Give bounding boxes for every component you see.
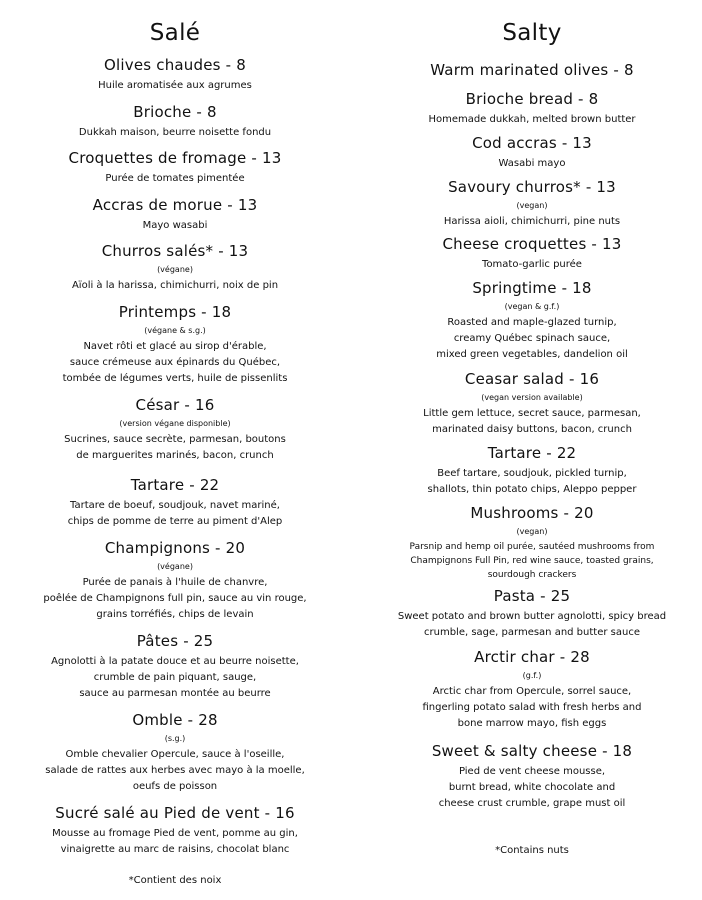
dish-note: (vegan & g.f.): [504, 302, 560, 311]
dish-description: Beef tartare, soudjouk, pickled turnip, shallots, thin potato chips, Aleppo pepper: [427, 468, 637, 495]
menu-item: [10, 711, 340, 795]
menu-item: [362, 134, 702, 172]
dish-title: Sucré salé au Pied de vent - 16: [55, 804, 295, 822]
dish-title: Cheese croquettes - 13: [442, 235, 622, 253]
menu-item: [10, 539, 340, 623]
menu-item: [362, 504, 702, 582]
menu-item: [10, 303, 340, 387]
dish-title: Springtime - 18: [472, 279, 592, 297]
section-heading: Salty: [502, 20, 562, 46]
dish-title: Omble - 28: [132, 711, 218, 729]
dish-description: Mousse au fromage Pied de vent, pomme au gin, vinaigrette au marc de raisins, chocolat blanc: [52, 828, 298, 855]
dish-title: Savoury churros* - 13: [448, 178, 616, 196]
dish-description: Agnolotti à la patate douce et au beurre noisette, crumble de pain piquant, sauge, sauce au parmesan montée au beurre: [51, 656, 299, 699]
menu-item: [10, 103, 340, 141]
dish-description: Pied de vent cheese mousse, burnt bread, white chocolate and cheese crust crumble, grape must oil: [438, 766, 626, 809]
dish-note: (version végane disponible): [119, 419, 231, 428]
dish-title: Mushrooms - 20: [470, 504, 594, 522]
menu-item: [362, 648, 702, 732]
dish-title: Brioche - 8: [133, 103, 217, 121]
menu-item: [10, 242, 340, 294]
dish-title: Croquettes de fromage - 13: [68, 149, 282, 167]
dish-description: Huile aromatisée aux agrumes: [98, 80, 252, 91]
dish-title: Accras de morue - 13: [92, 196, 258, 214]
menu-item: [362, 61, 702, 83]
dish-title: Warm marinated olives - 8: [430, 61, 634, 79]
dish-description: Little gem lettuce, secret sauce, parmesan, marinated daisy buttons, bacon, crunch: [423, 408, 641, 435]
dish-title: Tartare - 22: [130, 476, 220, 494]
dish-title: Olives chaudes - 8: [104, 56, 246, 74]
dish-title: Brioche bread - 8: [465, 90, 599, 108]
dish-description: Sweet potato and brown butter agnolotti, spicy bread crumble, sage, parmesan and butter sauce: [397, 611, 667, 638]
menu-item: [362, 90, 702, 128]
dish-description: Roasted and maple-glazed turnip, creamy Québec spinach sauce, mixed green vegetables, dandelion oil: [436, 317, 628, 360]
menu-item: [362, 742, 702, 812]
menu-item: [362, 444, 702, 498]
dish-description: Parsnip and hemp oil purée, sautéed mushrooms from Champignons Full Pin, red wine sauce, toasted grains, sourdough crackers: [409, 542, 655, 580]
menu-item: [362, 279, 702, 363]
dish-note: (végane): [157, 562, 193, 571]
dish-description: Harissa aioli, chimichurri, pine nuts: [443, 216, 621, 227]
dish-title: Ceasar salad - 16: [464, 370, 600, 388]
dish-title: Tartare - 22: [487, 444, 577, 462]
dish-note: (vegan): [516, 201, 548, 210]
dish-description: Omble chevalier Opercule, sauce à l'oseille, salade de rattes aux herbes avec mayo à la moelle, oeufs de poisson: [45, 749, 305, 792]
footnote: *Contains nuts: [495, 845, 569, 856]
english-menu-column: [362, 0, 702, 900]
footnote: *Contient des noix: [128, 875, 222, 886]
menu-item: [10, 396, 340, 464]
dish-description: Purée de panais à l'huile de chanvre, poêlée de Champignons full pin, sauce au vin rouge, grains torréfiés, chips de levain: [43, 577, 307, 620]
dish-title: Cod accras - 13: [472, 134, 592, 152]
menu-item: [10, 632, 340, 702]
dish-description: Wasabi mayo: [498, 158, 566, 169]
dish-description: Aïoli à la harissa, chimichurri, noix de pin: [71, 280, 279, 291]
dish-title: Champignons - 20: [104, 539, 246, 557]
dish-description: Navet rôti et glacé au sirop d'érable, sauce crémeuse aux épinards du Québec, tombée de légumes verts, huile de pissenlits: [62, 341, 288, 384]
menu-item: [10, 804, 340, 858]
dish-title: César - 16: [135, 396, 215, 414]
dish-description: Arctic char from Opercule, sorrel sauce, fingerling potato salad with fresh herbs and bone marrow mayo, fish eggs: [422, 686, 642, 729]
menu-item: [10, 149, 340, 187]
dish-note: (g.f.): [522, 671, 542, 680]
dish-description: Sucrines, sauce secrète, parmesan, boutons de marguerites marinés, bacon, crunch: [64, 434, 286, 461]
section-heading: Salé: [149, 20, 201, 46]
dish-title: Printemps - 18: [118, 303, 232, 321]
dish-description: Tartare de boeuf, soudjouk, navet mariné, chips de pomme de terre au piment d'Alep: [67, 500, 283, 527]
menu-item: [362, 370, 702, 438]
menu-item: [362, 587, 702, 641]
menu-item: [10, 56, 340, 94]
dish-description: Tomato-garlic purée: [482, 259, 582, 270]
dish-title: Pâtes - 25: [136, 632, 214, 650]
menu-item: [362, 178, 702, 230]
dish-note: (vegan): [516, 527, 548, 536]
dish-description: Dukkah maison, beurre noisette fondu: [78, 127, 272, 138]
dish-title: Arctir char - 28: [474, 648, 590, 666]
french-menu-column: [10, 0, 340, 900]
menu-item: [10, 476, 340, 530]
dish-description: Homemade dukkah, melted brown butter: [428, 114, 636, 125]
dish-note: (végane): [157, 265, 193, 274]
dish-note: (vegan version available): [481, 393, 583, 402]
dish-note: (végane & s.g.): [144, 326, 206, 335]
dish-description: Purée de tomates pimentée: [105, 173, 245, 184]
menu-item: [10, 196, 340, 234]
dish-title: Churros salés* - 13: [101, 242, 249, 260]
dish-title: Sweet & salty cheese - 18: [431, 742, 633, 760]
dish-note: (s.g.): [164, 734, 186, 743]
menu-item: [362, 235, 702, 273]
dish-title: Pasta - 25: [493, 587, 571, 605]
dish-description: Mayo wasabi: [142, 220, 208, 231]
